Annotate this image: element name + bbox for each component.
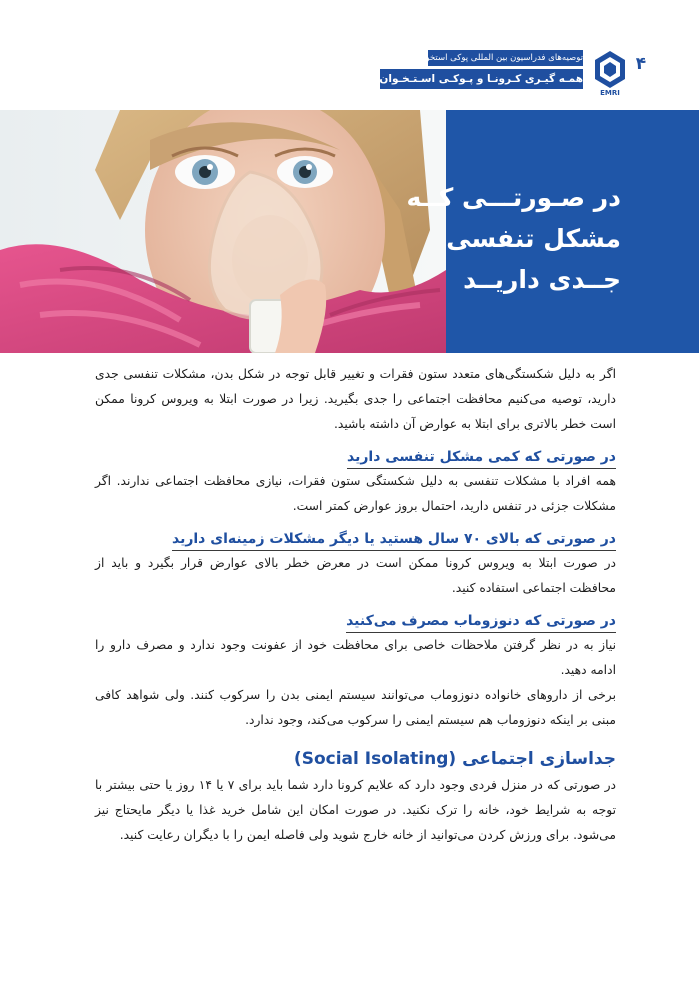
section-heading: در صورتی که بالای ۷۰ سال هستید یا دیگر مشکلات زمینه‌ای دارید [172, 528, 616, 551]
hero-title [406, 177, 621, 300]
section-social-isolating [95, 745, 616, 773]
article-body [95, 362, 616, 848]
section-paragraph: در صورت ابتلا به ویروس کرونا ممکن است در معرض خطر بالای عوارض قرار بگیرد و باید از محافظت اجتماعی استفاده کنید. [95, 556, 616, 595]
section-heading: جداسازی اجتماعی (Social Isolating) [293, 749, 616, 769]
hero-section [0, 110, 699, 353]
hero-title-line: در صـورتـــی کــه [406, 183, 621, 212]
intro-paragraph: اگر به دلیل شکستگی‌های متعدد ستون فقرات و تغییر قابل توجه در شکل بدن، مشکلات تنفسی جدی دارید، توصیه می‌کنیم محافظت اجتماعی را جدی بگیرید. زیرا در صورت ابتلا به ویروس کرونا ممکن است خطر بالاتری برای ابتلا به عوارض آن داشته باشید. [95, 367, 616, 431]
header-subtitle: توصیه‌های فدراسیون بین المللی پوکی استخوان [416, 53, 583, 63]
page-header [0, 40, 699, 100]
emri-logo-icon [590, 48, 630, 96]
section-denosumab [95, 610, 616, 633]
section-paragraph: در صورتی که در منزل فردی وجود دارد که علایم کرونا دارد شما باید برای ۷ یا ۱۴ روز یا حتی بیشتر با توجه به شرایط خود، خانه را ترک نکنید. در صورت امکان این شامل خرید غذا یا دیگر مایحتاج نیز می‌شود. برای ورزش کردن می‌توانید از خانه خارج شوید ولی فاصله ایمن را با دیگران رعایت کنید. [95, 778, 616, 842]
logo-text: EMRI [600, 89, 620, 96]
section-over-70 [95, 528, 616, 551]
child-with-nebulizer-mask-photo [0, 110, 446, 353]
section-mild-breathing [95, 446, 616, 469]
section-heading: در صورتی که دنوزوماب مصرف می‌کنید [346, 610, 616, 633]
hero-title-line: جــدی داریــد [463, 265, 621, 294]
section-paragraph: نیاز به در نظر گرفتن ملاحظات خاصی برای محافظت خود از عفونت وجود ندارد و مصرف دارو را ادامه دهید. [95, 638, 616, 677]
section-heading: در صورتی که کمی مشکل تنفسی دارید [347, 446, 616, 469]
section-paragraph: برخی از داروهای خانواده دنوزوماب می‌توانند سیستم ایمنی بدن را سرکوب کنند. ولی شواهد کافی مبنی بر اینکه دنوزوماب هم سیستم ایمنی را سرکوب می‌کند، وجود ندارد. [95, 688, 616, 727]
page-number: ۴ [635, 54, 647, 74]
section-paragraph: همه افراد با مشکلات تنفسی به دلیل شکستگی ستون فقرات، نیازی محافظت اجتماعی ندارند. اگر مشکلات جزئی در تنفس دارید، احتمال بروز عوارض کمتر است. [95, 474, 616, 513]
header-title: همـه گیـری کـرونـا و پـوکـی اسـتـخـوان [379, 73, 583, 85]
hero-title-line: مشکل تنفسی [446, 224, 621, 253]
